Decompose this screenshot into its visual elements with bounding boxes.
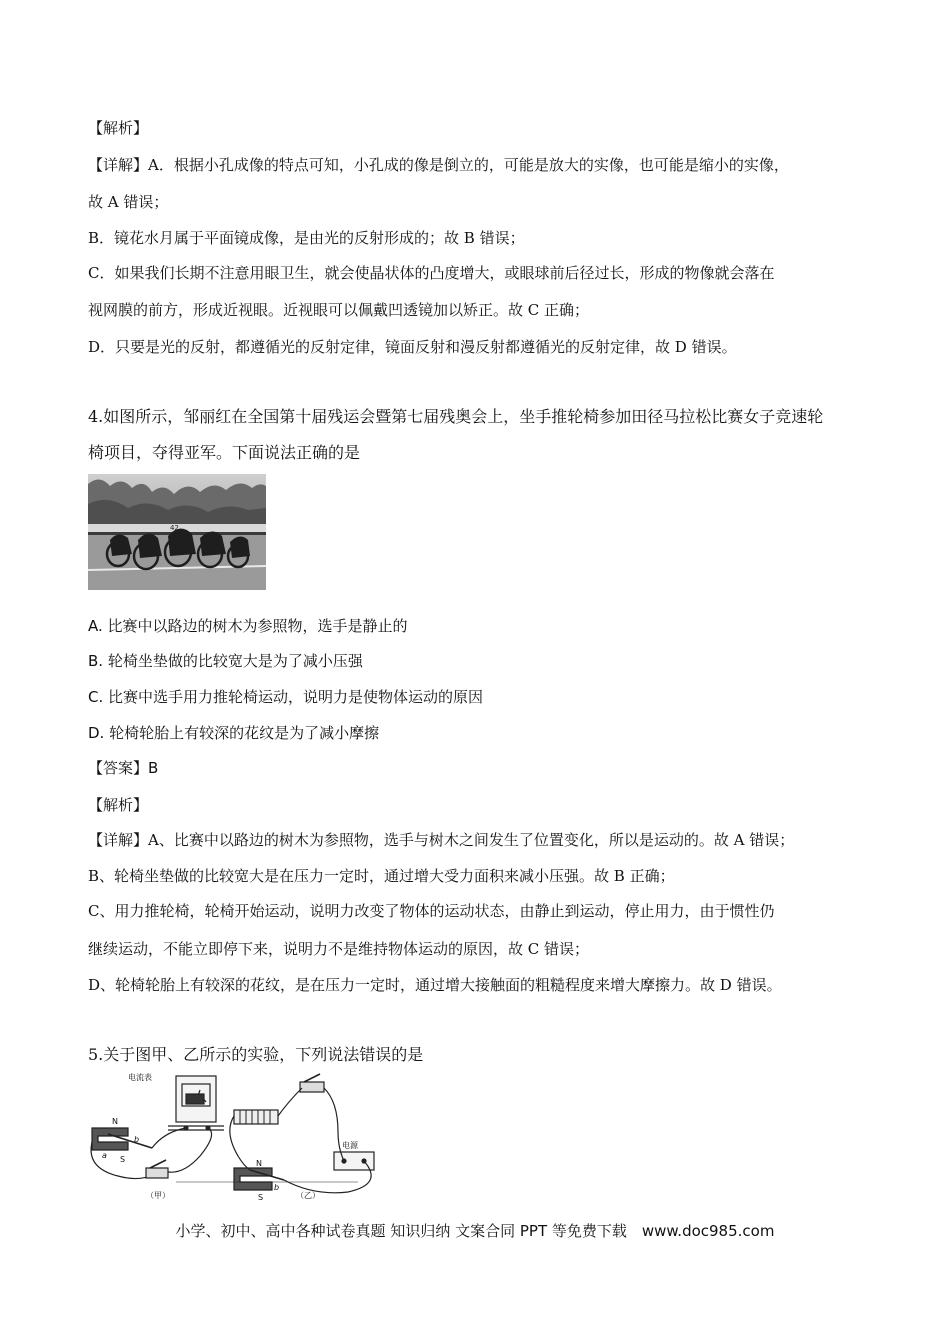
pole-n-jia: N	[112, 1117, 118, 1126]
answer-value: B	[148, 759, 159, 777]
answer-row	[88, 758, 158, 778]
detail-b: B．镜花水月属于平面镜成像，是由光的反射形成的；故 B 错误；	[88, 229, 525, 247]
caption-yi: （乙）	[296, 1191, 320, 1200]
point-b: b	[134, 1135, 140, 1144]
point-b-yi: b	[274, 1183, 280, 1192]
option-d: D. 轮椅轮胎上有较深的花纹是为了减小摩擦	[88, 724, 380, 742]
question4-stem-line2: 椅项目，夺得亚军。下面说法正确的是	[88, 443, 361, 462]
detail-a-line2: 故 A 错误；	[88, 193, 169, 211]
q4-detail-c-line1: C、用力推轮椅，轮椅开始运动，说明力改变了物体的运动状态，由静止到运动，停止用力，由于惯性仍	[88, 902, 775, 920]
pole-s-yi: S	[258, 1193, 264, 1202]
pole-s-jia: S	[120, 1155, 126, 1164]
option-b: B. 轮椅坐垫做的比较宽大是为了减小压强	[88, 652, 363, 670]
caption-jia: （甲）	[146, 1191, 170, 1200]
option-c: C. 比赛中选手用力推轮椅运动，说明力是使物体运动的原因	[88, 688, 484, 706]
circuit-figure	[88, 1072, 388, 1202]
q4-detail-a: 【详解】A、比赛中以路边的树木为参照物，选手与树木之间发生了位置变化，所以是运动的。故 A 错误；	[88, 831, 795, 849]
footer-text: 小学、初中、高中各种试卷真题 知识归纳 文案合同 PPT 等免费下载 www.doc985.com	[175, 1222, 775, 1240]
detail-a-line1: 【详解】A．根据小孔成像的特点可知，小孔成的像是倒立的，可能是放大的实像，也可能是缩小的实像，	[88, 156, 789, 174]
power-label: 电源	[342, 1141, 358, 1150]
q4-detail-c-line2: 继续运动，不能立即停下来，说明力不是维持物体运动的原因，故 C 错误；	[88, 940, 590, 958]
race-number: 42	[170, 524, 179, 532]
ammeter-label: 电流表	[128, 1073, 152, 1082]
question4-stem-line1: 4.如图所示，邹丽红在全国第十届残运会暨第七届残奥会上，坐手推轮椅参加田径马拉松比赛女子竞速轮	[88, 407, 824, 426]
analysis-tag-q4: 【解析】	[88, 796, 149, 814]
q4-detail-d: D、轮椅轮胎上有较深的花纹，是在压力一定时，通过增大接触面的粗糙程度来增大摩擦力。故 D 错误。	[88, 976, 782, 994]
option-a: A. 比赛中以路边的树木为参照物，选手是静止的	[88, 617, 408, 635]
point-a: a	[102, 1151, 107, 1160]
question5-stem: 5.关于图甲、乙所示的实验，下列说法错误的是	[88, 1045, 424, 1064]
pole-n-yi: N	[256, 1159, 262, 1168]
q4-detail-b: B、轮椅坐垫做的比较宽大是在压力一定时，通过增大受力面积来减小压强。故 B 正确；	[88, 867, 675, 885]
detail-c-line2: 视网膜的前方，形成近视眼。近视眼可以佩戴凹透镜加以矫正。故 C 正确；	[88, 301, 590, 319]
wheelchair-race-photo	[88, 474, 266, 590]
detail-d: D．只要是光的反射，都遵循光的反射定律，镜面反射和漫反射都遵循光的反射定律，故 D 错误。	[88, 338, 737, 356]
answer-tag: 【答案】	[88, 759, 149, 777]
detail-c-line1: C．如果我们长期不注意用眼卫生，就会使晶状体的凸度增大，或眼球前后径过长，形成的物像就会落在	[88, 264, 775, 282]
analysis-tag: 【解析】	[88, 119, 149, 137]
